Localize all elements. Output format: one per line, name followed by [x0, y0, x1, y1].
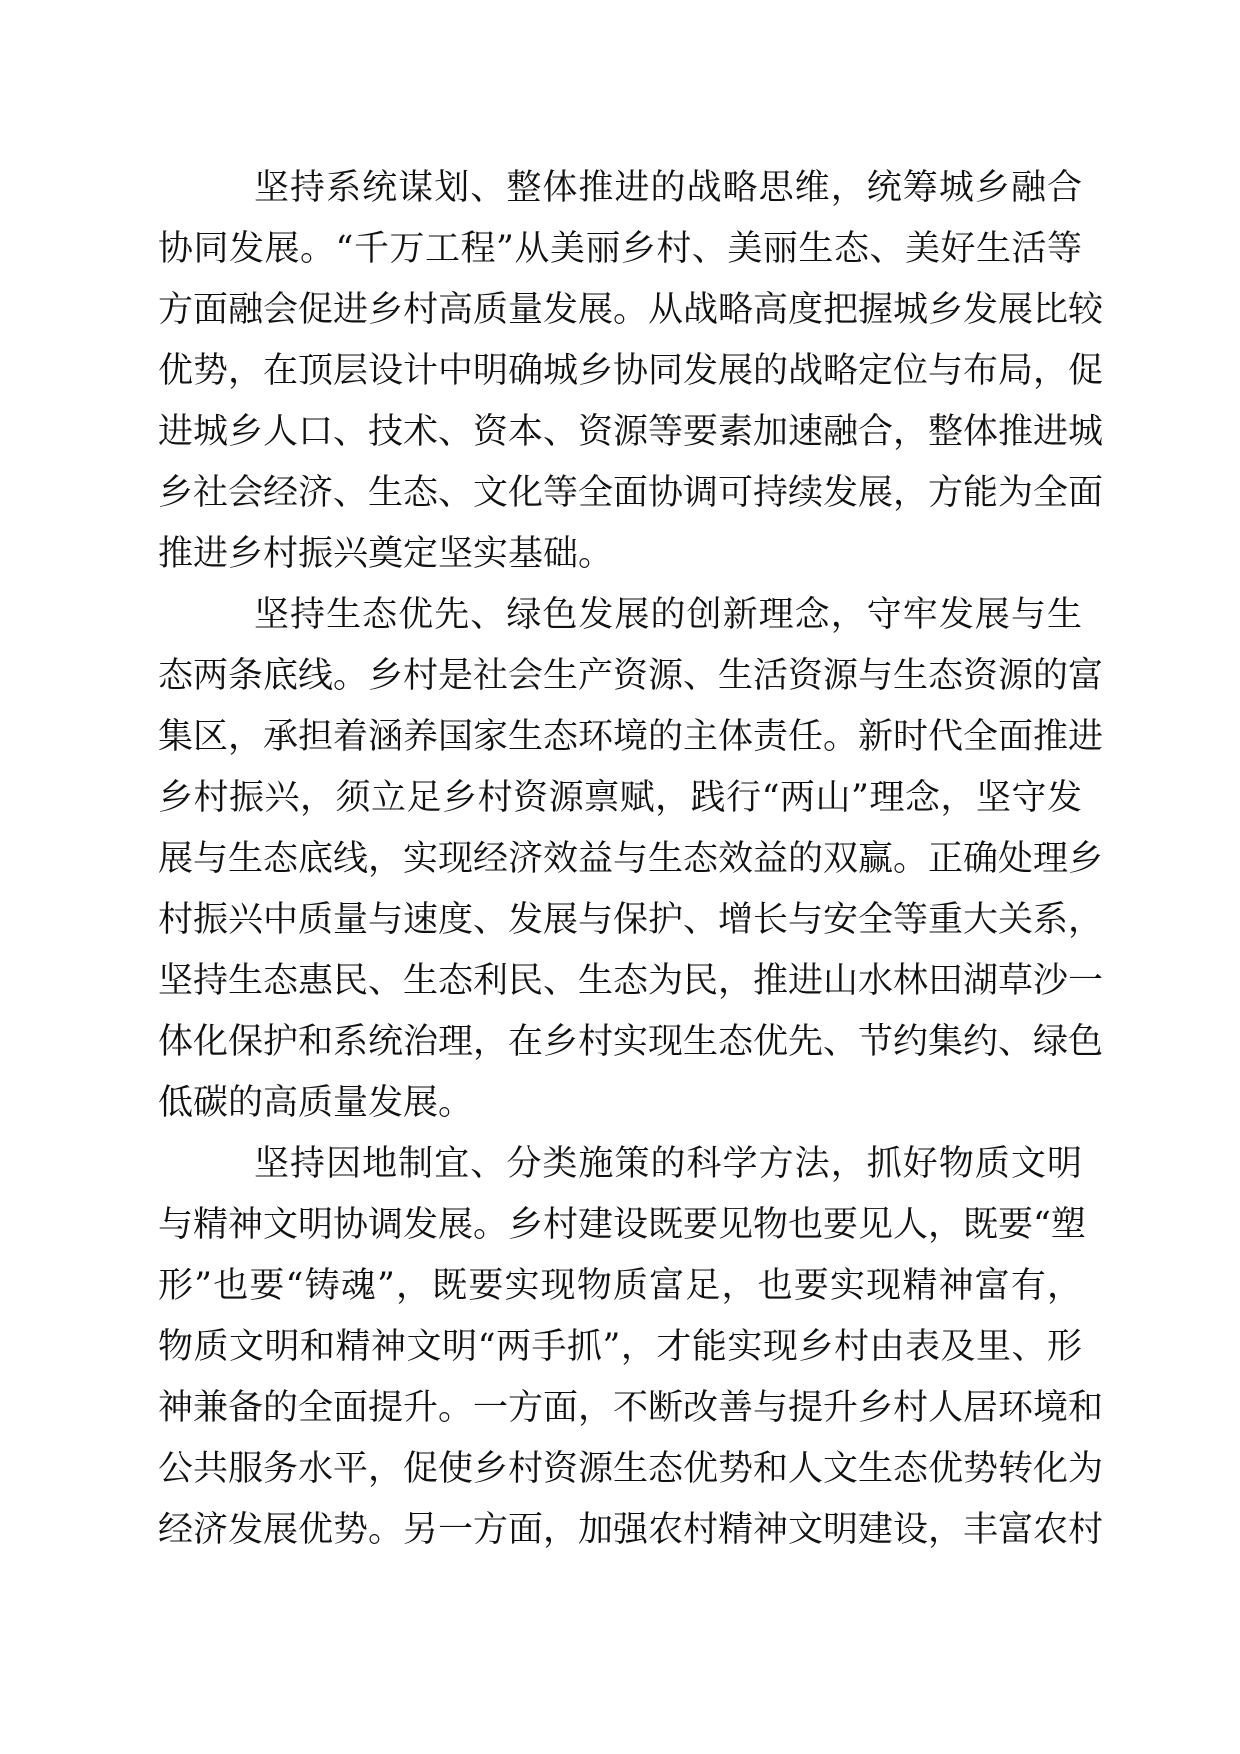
paragraph-line: 坚持生态惠民、生态利民、生态为民，推进山水林田湖草沙一 [158, 961, 1104, 1001]
paragraph-line: 集区，承担着涵养国家生态环境的主体责任。新时代全面推进 [158, 717, 1104, 757]
paragraph-3 [158, 1134, 1104, 1561]
paragraph-line: 神兼备的全面提升。一方面，不断改善与提升乡村人居环境和 [158, 1388, 1104, 1428]
paragraph-line: 形”也要“铸魂”，既要实现物质富足，也要实现精神富有， [158, 1266, 1082, 1306]
paragraph-line: 经济发展优势。另一方面，加强农村精神文明建设，丰富农村 [158, 1510, 1104, 1550]
paragraph-line: 展与生态底线，实现经济效益与生态效益的双赢。正确处理乡 [158, 839, 1104, 879]
paragraph-line: 优势，在顶层设计中明确城乡协同发展的战略定位与布局，促 [158, 351, 1104, 391]
paragraph-line: 体化保护和系统治理，在乡村实现生态优先、节约集约、绿色 [158, 1022, 1104, 1062]
paragraph-line: 坚持生态优先、绿色发展的创新理念，守牢发展与生 [254, 595, 1082, 635]
paragraph-line: 与精神文明协调发展。乡村建设既要见物也要见人，既要“塑 [158, 1205, 1086, 1245]
paragraph-line: 乡社会经济、生态、文化等全面协调可持续发展，方能为全面 [158, 473, 1104, 513]
paragraph-line: 态两条底线。乡村是社会生产资源、生活资源与生态资源的富 [158, 656, 1104, 696]
paragraph-line: 坚持系统谋划、整体推进的战略思维，统筹城乡融合 [254, 168, 1082, 208]
paragraph-line: 物质文明和精神文明“两手抓”，才能实现乡村由表及里、形 [158, 1327, 1082, 1367]
paragraph-1 [158, 158, 1104, 585]
paragraph-line: 低碳的高质量发展。 [158, 1083, 474, 1123]
paragraph-line: 公共服务水平，促使乡村资源生态优势和人文生态优势转化为 [158, 1449, 1104, 1489]
paragraph-2 [158, 585, 1104, 1134]
paragraph-line: 进城乡人口、技术、资本、资源等要素加速融合，整体推进城 [158, 412, 1104, 452]
paragraph-line: 方面融会促进乡村高质量发展。从战略高度把握城乡发展比较 [158, 290, 1104, 330]
paragraph-line: 协同发展。“千万工程”从美丽乡村、美丽生态、美好生活等 [158, 229, 1082, 269]
paragraph-line: 村振兴中质量与速度、发展与保护、增长与安全等重大关系， [158, 900, 1104, 940]
paragraph-line: 推进乡村振兴奠定坚实基础。 [158, 534, 614, 574]
paragraph-line: 乡村振兴，须立足乡村资源禀赋，践行“两山”理念，坚守发 [158, 778, 1082, 818]
paragraph-line: 坚持因地制宜、分类施策的科学方法，抓好物质文明 [254, 1144, 1082, 1184]
